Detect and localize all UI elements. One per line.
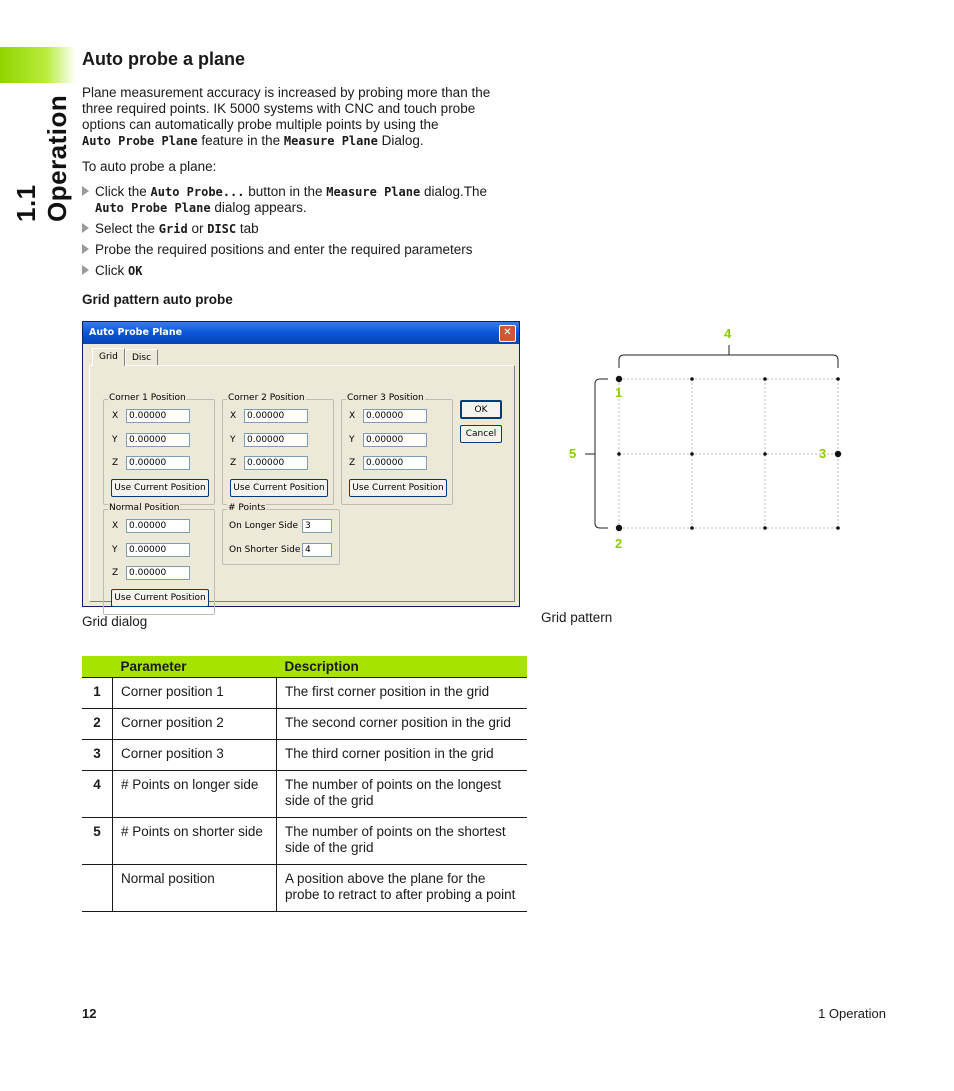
grid-point — [763, 526, 767, 530]
code-grid: Grid — [158, 222, 188, 236]
intro-end: Dialog. — [377, 133, 424, 148]
step-1-text-a: Click the — [95, 184, 151, 199]
points-group — [222, 503, 340, 565]
code-ok: OK — [128, 264, 143, 278]
pattern-label-4: 4 — [724, 326, 732, 341]
longer-side-label: On Longer Side — [229, 521, 298, 531]
corner-2-z-field[interactable]: 0.00000 — [244, 456, 308, 470]
corner-3-x-label: X — [349, 411, 356, 421]
grid-dialog-caption: Grid dialog — [82, 614, 148, 629]
corner-2-label: Corner 2 Position — [228, 393, 305, 403]
corner-2-x-field[interactable]: 0.00000 — [244, 409, 308, 423]
grid-point — [836, 377, 840, 381]
grid-point — [617, 452, 621, 456]
table-row — [82, 865, 527, 912]
grid-pattern-caption: Grid pattern — [541, 610, 613, 625]
code-disc: DISC — [207, 222, 237, 236]
corner-1-z-label: Z — [112, 458, 119, 468]
bullet-triangle-icon — [82, 186, 89, 196]
corner-1-label: Corner 1 Position — [109, 393, 186, 403]
normal-position-label: Normal Position — [109, 503, 180, 513]
corner-2-y-field[interactable]: 0.00000 — [244, 433, 308, 447]
normal-position-group — [103, 503, 215, 615]
step-1-text-d: dialog appears. — [210, 200, 307, 215]
corner-3-y-field[interactable]: 0.00000 — [363, 433, 427, 447]
row-description: A position above the plane for the probe to retract to after probing a point — [277, 865, 528, 912]
bullet-triangle-icon — [82, 244, 89, 254]
corner-1-group — [103, 393, 215, 505]
corner-1-z-field[interactable]: 0.00000 — [126, 456, 190, 470]
normal-y-field[interactable]: 0.00000 — [126, 543, 190, 557]
pattern-label-1: 1 — [615, 385, 623, 400]
pattern-label-3: 3 — [819, 446, 827, 461]
dialog-title: Auto Probe Plane — [89, 327, 183, 338]
row-parameter: # Points on longer side — [113, 771, 277, 818]
row-description: The second corner position in the grid — [277, 709, 528, 740]
corner-point-1 — [616, 376, 622, 382]
code-measure-plane-2: Measure Plane — [326, 185, 421, 199]
row-description: The number of points on the shortest side of the grid — [277, 818, 528, 865]
normal-use-current-button[interactable]: Use Current Position — [111, 589, 209, 607]
step-2-text-c: tab — [236, 221, 259, 236]
shorter-side-bracket — [595, 379, 608, 528]
intro-line-3: options can automatically probe multiple points by using the — [82, 117, 439, 132]
corner-3-z-label: Z — [349, 458, 356, 468]
corner-3-use-current-button[interactable]: Use Current Position — [349, 479, 447, 497]
step-1-text-c: dialog.The — [420, 184, 487, 199]
corner-2-z-label: Z — [230, 458, 237, 468]
step-2 — [82, 221, 259, 237]
grid-pattern-diagram — [540, 320, 860, 560]
tab-grid[interactable]: Grid — [92, 348, 125, 366]
to-auto-text: To auto probe a plane: — [82, 159, 217, 174]
side-tab-label: 1.1 Operation — [11, 94, 72, 222]
page-number: 12 — [82, 1006, 97, 1021]
grid-point — [836, 526, 840, 530]
page-heading: Auto probe a plane — [82, 49, 246, 69]
normal-y-label: Y — [112, 545, 118, 555]
intro-mid: feature in the — [197, 133, 284, 148]
table-row — [82, 818, 527, 865]
corner-2-y-label: Y — [230, 435, 236, 445]
corner-1-use-current-button[interactable]: Use Current Position — [111, 479, 209, 497]
dialog-client — [86, 344, 516, 603]
row-number: 4 — [82, 771, 113, 818]
row-number: 5 — [82, 818, 113, 865]
footer-section: 1 Operation — [818, 1006, 886, 1021]
pattern-label-5: 5 — [569, 446, 577, 461]
row-parameter: Normal position — [113, 865, 277, 912]
table-row — [82, 740, 527, 771]
header-description: Description — [277, 656, 528, 678]
corner-2-use-current-button[interactable]: Use Current Position — [230, 479, 328, 497]
corner-3-x-field[interactable]: 0.00000 — [363, 409, 427, 423]
step-3 — [82, 242, 472, 258]
shorter-side-label: On Shorter Side — [229, 545, 301, 555]
corner-3-label: Corner 3 Position — [347, 393, 424, 403]
parameter-table — [82, 656, 527, 912]
header-parameter: Parameter — [113, 656, 277, 678]
step-4-text: Click — [95, 263, 128, 278]
shorter-side-field[interactable]: 4 — [302, 543, 332, 557]
cancel-button[interactable]: Cancel — [460, 425, 502, 443]
intro-paragraph — [82, 85, 490, 149]
grid-point — [763, 377, 767, 381]
corner-1-y-field[interactable]: 0.00000 — [126, 433, 190, 447]
bullet-triangle-icon — [82, 265, 89, 275]
row-description: The third corner position in the grid — [277, 740, 528, 771]
intro-line-4 — [82, 133, 490, 149]
step-1-text-b: button in the — [244, 184, 327, 199]
corner-1-x-field[interactable]: 0.00000 — [126, 409, 190, 423]
step-3-text: Probe the required positions and enter the required parameters — [95, 242, 473, 257]
corner-1-y-label: Y — [112, 435, 118, 445]
corner-2-group — [222, 393, 334, 505]
dialog-titlebar — [83, 322, 519, 344]
corner-3-y-label: Y — [349, 435, 355, 445]
normal-z-field[interactable]: 0.00000 — [126, 566, 190, 580]
longer-side-field[interactable]: 3 — [302, 519, 332, 533]
row-number — [82, 865, 113, 912]
intro-line-2: three required points. IK 5000 systems with CNC and touch probe — [82, 101, 476, 116]
table-row — [82, 709, 527, 740]
bullet-triangle-icon — [82, 223, 89, 233]
corner-3-z-field[interactable]: 0.00000 — [363, 456, 427, 470]
ok-button[interactable]: OK — [460, 400, 502, 419]
table-row — [82, 771, 527, 818]
row-parameter: # Points on shorter side — [113, 818, 277, 865]
auto-probe-plane-dialog — [82, 321, 520, 607]
table-row — [82, 678, 527, 709]
grid-tab-panel — [89, 365, 515, 602]
tab-disc[interactable]: Disc — [125, 349, 158, 366]
code-auto-probe-plane-2: Auto Probe Plane — [95, 201, 211, 215]
code-measure-plane: Measure Plane — [283, 134, 378, 148]
corner-3-group — [341, 393, 453, 505]
close-icon[interactable]: ✕ — [499, 325, 516, 342]
pattern-label-2: 2 — [615, 536, 623, 551]
table-header-row — [82, 656, 527, 678]
normal-x-field[interactable]: 0.00000 — [126, 519, 190, 533]
corner-point-2 — [616, 525, 622, 531]
subheading: Grid pattern auto probe — [82, 292, 233, 307]
step-2-text-b: or — [187, 221, 208, 236]
corner-point-3 — [835, 451, 841, 457]
grid-point — [690, 377, 694, 381]
row-parameter: Corner position 1 — [113, 678, 277, 709]
grid-point — [763, 452, 767, 456]
intro-line-1: Plane measurement accuracy is increased by probing more than the — [82, 85, 491, 100]
row-description: The number of points on the longest side of the grid — [277, 771, 528, 818]
step-4 — [82, 263, 142, 279]
code-auto-probe-button: Auto Probe... — [150, 185, 245, 199]
header-num — [82, 656, 113, 678]
row-number: 1 — [82, 678, 113, 709]
normal-x-label: X — [112, 521, 119, 531]
corner-2-x-label: X — [230, 411, 237, 421]
step-1 — [82, 184, 487, 216]
row-number: 3 — [82, 740, 113, 771]
step-2-text-a: Select the — [95, 221, 159, 236]
code-auto-probe-plane: Auto Probe Plane — [82, 134, 198, 148]
row-number: 2 — [82, 709, 113, 740]
grid-point — [690, 526, 694, 530]
points-label: # Points — [228, 503, 266, 513]
grid-point — [690, 452, 694, 456]
row-description: The first corner position in the grid — [277, 678, 528, 709]
longer-side-bracket — [619, 355, 838, 368]
row-parameter: Corner position 2 — [113, 709, 277, 740]
row-parameter: Corner position 3 — [113, 740, 277, 771]
normal-z-label: Z — [112, 568, 119, 578]
corner-1-x-label: X — [112, 411, 119, 421]
